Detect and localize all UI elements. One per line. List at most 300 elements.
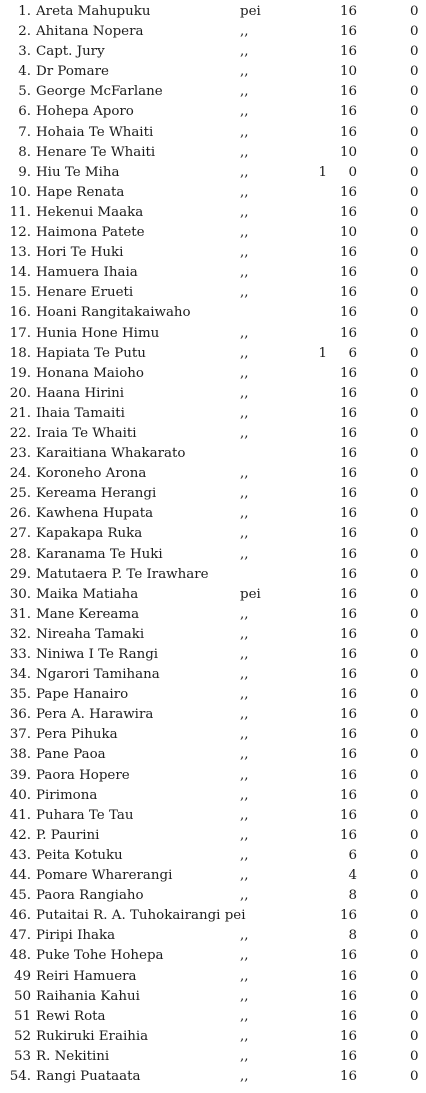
entry-ditto-mark: ,, [240,787,249,803]
entry-name: Karanama Te Huki [36,546,163,562]
entry-amount-pence: 0 [410,1008,419,1024]
entry-name: Niniwa I Te Rangi [36,647,159,662]
entry-name: Hoani Rangitakaiwaho [36,305,191,321]
entry-number: 46. [9,908,31,924]
entry-amount-shillings: 16 [339,707,357,723]
entry-amount-shillings: 16 [339,988,357,1004]
entry-name: Pirimona [36,787,98,803]
entry-ditto-mark: ,, [240,868,249,884]
list-item [0,806,426,826]
entry-number: 2. [18,24,31,40]
list-item [0,524,426,544]
entry-amount-pence: 0 [410,1028,419,1044]
entry-amount-pence: 0 [410,687,419,703]
entry-name: Peita Kotuku [36,847,123,863]
entry-name: Hiu Te Miha [36,164,120,180]
entry-ditto-mark: pei [240,4,261,19]
list-item [0,766,426,786]
entry-amount-shillings: 16 [339,1068,357,1084]
entry-amount-pence: 0 [410,466,419,482]
entry-amount-shillings: 16 [339,546,357,562]
entry-ditto-mark: ,, [240,64,249,80]
entry-number: 47. [9,928,31,944]
list-item [0,645,426,665]
entry-ditto-mark: ,, [240,847,249,863]
entry-amount-shillings: 8 [348,888,357,904]
entry-amount-pence: 0 [410,727,419,743]
list-item [0,324,426,344]
entry-amount-pence: 0 [410,868,419,884]
entry-amount-pence: 0 [410,24,419,40]
entry-amount-pence: 0 [410,104,419,120]
entry-number: 32. [9,626,31,642]
list-item [0,263,426,283]
entry-ditto-mark: ,, [240,124,249,140]
entry-ditto-mark: ,, [240,245,249,261]
entry-amount-pence: 0 [410,305,419,321]
list-item [0,906,426,926]
entry-name: Hekenui Maaka [36,204,144,220]
entry-amount-pence: 0 [410,647,419,662]
entry-amount-pence: 0 [410,1048,419,1064]
entry-amount-shillings: 16 [339,626,357,642]
entry-name: Hohepa Aporo [36,104,134,120]
entry-ditto-mark: ,, [240,606,249,622]
entry-ditto-mark: ,, [240,104,249,120]
entry-name: P. Paurini [36,827,100,843]
entry-name: Piripi Ihaka [36,928,116,944]
list-item [0,424,426,444]
entry-amount-pence: 0 [410,787,419,803]
entry-amount-pence: 0 [410,707,419,723]
entry-amount-pounds: 1 [318,345,327,361]
entry-number: 25. [9,486,31,502]
entry-number: 53 [13,1048,31,1064]
entry-amount-pence: 0 [410,506,419,522]
entry-amount-pence: 0 [410,566,419,582]
list-item [0,967,426,987]
entry-name: Hunia Hone Himu [36,325,160,341]
entry-number: 22. [9,425,31,441]
entry-amount-shillings: 16 [339,787,357,803]
entry-number: 41. [9,807,31,823]
entry-ditto-mark: ,, [240,405,249,421]
list-item [0,565,426,585]
entry-amount-pence: 0 [410,124,419,140]
list-item [0,605,426,625]
entry-ditto-mark: ,, [240,767,249,783]
list-item [0,404,426,424]
entry-amount-pence: 0 [410,1068,419,1084]
entry-number: 1. [18,4,31,19]
entry-amount-shillings: 16 [339,606,357,622]
entry-name: R. Nekitini [36,1048,110,1064]
entry-amount-shillings: 16 [339,4,357,19]
entry-name: Rewi Rota [36,1008,106,1024]
entry-name: Capt. Jury [36,44,105,60]
entry-number: 37. [9,727,31,743]
list-item [0,705,426,725]
entry-ditto-mark: ,, [240,727,249,743]
entry-amount-shillings: 16 [339,365,357,381]
entry-name: Honana Maioho [36,365,144,381]
entry-name: Hapiata Te Putu [36,345,146,361]
entry-amount-shillings: 16 [339,948,357,964]
entry-amount-pounds: 1 [318,164,327,180]
list-item [0,866,426,886]
entry-number: 26. [9,506,31,522]
list-item [0,384,426,404]
entry-number: 31. [9,606,31,622]
entry-ditto-mark: ,, [240,184,249,200]
entry-ditto-mark: ,, [240,667,249,683]
list-item [0,62,426,82]
entry-amount-shillings: 16 [339,526,357,542]
entry-name: Matutaera P. Te Irawhare [36,566,209,582]
entry-amount-shillings: 16 [339,1028,357,1044]
entry-ditto-mark: ,, [240,747,249,763]
entry-ditto-mark: ,, [240,968,249,984]
entry-amount-pence: 0 [410,546,419,562]
entry-amount-shillings: 0 [348,164,357,180]
entry-number: 6. [18,104,31,120]
entry-ditto-mark: ,, [240,1028,249,1044]
entry-name: Iraia Te Whaiti [36,425,137,441]
entry-number: 40. [9,787,31,803]
entry-ditto-mark: ,, [240,466,249,482]
entry-amount-pence: 0 [410,204,419,220]
entry-number: 4. [18,64,31,80]
entry-number: 15. [9,285,31,301]
entry-number: 17. [9,325,31,341]
entry-amount-shillings: 16 [339,325,357,341]
list-item [0,886,426,906]
entry-amount-pence: 0 [410,245,419,261]
entry-number: 13. [9,245,31,261]
entry-number: 33. [9,647,31,662]
entry-number: 24. [9,466,31,482]
entry-number: 11. [9,204,31,220]
entry-amount-pence: 0 [410,486,419,502]
entry-amount-pence: 0 [410,184,419,200]
entry-amount-pence: 0 [410,747,419,763]
entry-ditto-mark: pei [240,586,261,602]
entry-ditto-mark: ,, [240,1008,249,1024]
entry-amount-shillings: 10 [339,144,357,160]
entry-amount-shillings: 16 [339,24,357,40]
entry-name: Kapakapa Ruka [36,526,143,542]
entry-amount-pence: 0 [410,626,419,642]
entry-amount-pence: 0 [410,164,419,180]
entry-ditto-mark: ,, [240,164,249,180]
entry-amount-shillings: 8 [348,928,357,944]
entry-number: 29. [9,566,31,582]
list-item [0,2,426,22]
entry-amount-pence: 0 [410,265,419,281]
list-item [0,143,426,163]
entry-number: 50 [13,988,31,1004]
entry-amount-shillings: 16 [339,566,357,582]
entry-name: Hohaia Te Whaiti [36,124,154,140]
list-item [0,504,426,524]
entry-name: Henare Erueti [36,285,134,301]
entry-amount-shillings: 16 [339,466,357,482]
entry-amount-pence: 0 [410,64,419,80]
entry-amount-shillings: 16 [339,827,357,843]
entry-number: 28. [9,546,31,562]
entry-amount-pence: 0 [410,928,419,944]
entry-amount-shillings: 16 [339,245,357,261]
entry-amount-pence: 0 [410,325,419,341]
list-item [0,665,426,685]
list-item [0,786,426,806]
entry-ditto-mark: ,, [240,365,249,381]
entry-amount-shillings: 16 [339,687,357,703]
list-item [0,22,426,42]
entry-number: 36. [9,707,31,723]
entry-name: Koroneho Arona [36,466,147,482]
entry-ditto-mark: ,, [240,888,249,904]
entry-number: 34. [9,667,31,683]
entry-amount-shillings: 16 [339,385,357,401]
entry-ditto-mark: ,, [240,325,249,341]
list-item [0,1067,426,1087]
list-item [0,42,426,62]
entry-number: 9. [18,164,31,180]
list-item [0,163,426,183]
entry-name: Ahitana Nopera [36,24,144,40]
entry-amount-pence: 0 [410,345,419,361]
entry-ditto-mark: ,, [240,204,249,220]
list-item [0,725,426,745]
entry-amount-pence: 0 [410,847,419,863]
entry-number: 43. [9,847,31,863]
entry-amount-shillings: 16 [339,285,357,301]
list-item [0,183,426,203]
entry-name: Pane Paoa [36,747,106,763]
entry-number: 52 [13,1028,31,1044]
entry-amount-shillings: 16 [339,265,357,281]
entry-ditto-mark: ,, [240,144,249,160]
entry-amount-pence: 0 [410,405,419,421]
entry-amount-pence: 0 [410,807,419,823]
list-item [0,223,426,243]
entry-ditto-mark: ,, [240,988,249,1004]
entry-number: 45. [9,888,31,904]
entry-number: 42. [9,827,31,843]
entry-number: 7. [18,124,31,140]
entry-amount-shillings: 6 [348,847,357,863]
entry-number: 5. [18,84,31,100]
entry-number: 8. [18,144,31,160]
entry-name: Haimona Patete [36,225,145,241]
entry-number: 14. [9,265,31,281]
entry-number: 23. [9,446,31,462]
list-item [0,585,426,605]
entry-name: Pera Pihuka [36,727,118,743]
entry-ditto-mark: ,, [240,807,249,823]
entry-name: Kawhena Hupata [36,506,154,522]
entry-name: Karaitiana Whakarato [36,446,186,462]
entry-name: Nireaha Tamaki [36,626,145,642]
entry-name: Reiri Hamuera [36,968,137,984]
entry-amount-pence: 0 [410,827,419,843]
entry-amount-shillings: 16 [339,586,357,602]
entry-amount-pence: 0 [410,667,419,683]
entry-ditto-mark: ,, [240,928,249,944]
entry-number: 21. [9,405,31,421]
entry-amount-shillings: 4 [348,868,357,884]
subscription-list [0,2,426,1087]
entry-amount-shillings: 16 [339,767,357,783]
entry-amount-shillings: 16 [339,184,357,200]
entry-amount-pence: 0 [410,144,419,160]
entry-ditto-mark: ,, [240,546,249,562]
entry-number: 48. [9,948,31,964]
entry-ditto-mark: ,, [240,707,249,723]
entry-name: Pera A. Harawira [36,707,154,723]
entry-ditto-mark: ,, [240,948,249,964]
entry-name: Areta Mahupuku [36,4,151,19]
entry-amount-shillings: 16 [339,446,357,462]
list-item [0,625,426,645]
entry-amount-shillings: 16 [339,727,357,743]
entry-ditto-mark: ,, [240,385,249,401]
entry-number: 38. [9,747,31,763]
entry-amount-pence: 0 [410,586,419,602]
entry-name: Hori Te Huki [36,245,124,261]
entry-name: Paora Rangiaho [36,888,144,904]
entry-name: Henare Te Whaiti [36,144,156,160]
entry-name: Mane Kereama [36,606,140,622]
entry-ditto-mark: ,, [240,225,249,241]
list-item [0,243,426,263]
list-item [0,484,426,504]
entry-amount-pence: 0 [410,225,419,241]
entry-amount-shillings: 16 [339,747,357,763]
list-item [0,123,426,143]
entry-amount-shillings: 16 [339,647,357,662]
entry-amount-pence: 0 [410,988,419,1004]
list-item [0,203,426,223]
entry-amount-shillings: 16 [339,305,357,321]
entry-amount-pence: 0 [410,425,419,441]
entry-ditto-mark: ,, [240,44,249,60]
list-item [0,545,426,565]
list-item [0,82,426,102]
entry-number: 27. [9,526,31,542]
entry-name: Puhara Te Tau [36,807,134,823]
list-item [0,685,426,705]
entry-ditto-mark: ,, [240,345,249,361]
entry-amount-pence: 0 [410,767,419,783]
entry-ditto-mark: ,, [240,265,249,281]
list-item [0,1007,426,1027]
entry-ditto-mark: ,, [240,425,249,441]
entry-amount-pence: 0 [410,365,419,381]
entry-ditto-mark: ,, [240,526,249,542]
entry-name: Hamuera Ihaia [36,265,138,281]
entry-ditto-mark: ,, [240,285,249,301]
list-item [0,364,426,384]
entry-number: 12. [9,225,31,241]
entry-amount-shillings: 16 [339,486,357,502]
entry-ditto-mark: ,, [240,1048,249,1064]
entry-number: 44. [9,868,31,884]
entry-number: 3. [18,44,31,60]
entry-name: Hape Renata [36,184,125,200]
entry-number: 51 [13,1008,31,1024]
entry-ditto-mark: ,, [240,506,249,522]
entry-amount-shillings: 16 [339,506,357,522]
entry-amount-shillings: 6 [348,345,357,361]
list-item [0,846,426,866]
entry-name: Paora Hopere [36,767,130,783]
entry-amount-shillings: 16 [339,104,357,120]
list-item [0,826,426,846]
entry-amount-pence: 0 [410,606,419,622]
entry-name: Pomare Wharerangi [36,868,173,884]
entry-name: Rangi Puataata [36,1068,141,1084]
list-item [0,283,426,303]
entry-amount-shillings: 16 [339,807,357,823]
list-item [0,344,426,364]
entry-amount-pence: 0 [410,908,419,924]
entry-name: Putaitai R. A. Tuhokairangi pei [36,908,246,924]
entry-amount-pence: 0 [410,968,419,984]
entry-number: 35. [9,687,31,703]
list-item [0,946,426,966]
entry-name: Kereama Herangi [36,486,157,502]
entry-amount-shillings: 16 [339,425,357,441]
entry-amount-pence: 0 [410,84,419,100]
entry-number: 30. [9,586,31,602]
list-item [0,303,426,323]
list-item [0,745,426,765]
entry-amount-shillings: 16 [339,667,357,683]
entry-amount-pence: 0 [410,44,419,60]
entry-number: 19. [9,365,31,381]
entry-amount-pence: 0 [410,526,419,542]
entry-name: George McFarlane [36,84,163,100]
entry-number: 39. [9,767,31,783]
entry-amount-pence: 0 [410,385,419,401]
entry-ditto-mark: ,, [240,486,249,502]
entry-amount-shillings: 10 [339,64,357,80]
entry-name: Ihaia Tamaiti [36,405,125,421]
entry-amount-pence: 0 [410,948,419,964]
entry-name: Maika Matiaha [36,586,139,602]
entry-name: Ngarori Tamihana [36,667,160,683]
list-item [0,464,426,484]
entry-ditto-mark: ,, [240,1068,249,1084]
list-item [0,1047,426,1067]
entry-name: Puke Tohe Hohepa [36,948,164,964]
entry-amount-shillings: 16 [339,204,357,220]
entry-amount-shillings: 16 [339,908,357,924]
entry-name: Dr Pomare [36,64,109,80]
entry-number: 16. [9,305,31,321]
entry-amount-pence: 0 [410,285,419,301]
list-item [0,102,426,122]
list-item [0,444,426,464]
entry-ditto-mark: ,, [240,84,249,100]
entry-amount-pence: 0 [410,446,419,462]
entry-amount-shillings: 16 [339,968,357,984]
entry-amount-shillings: 16 [339,405,357,421]
entry-number: 49 [13,968,31,984]
entry-amount-shillings: 16 [339,124,357,140]
